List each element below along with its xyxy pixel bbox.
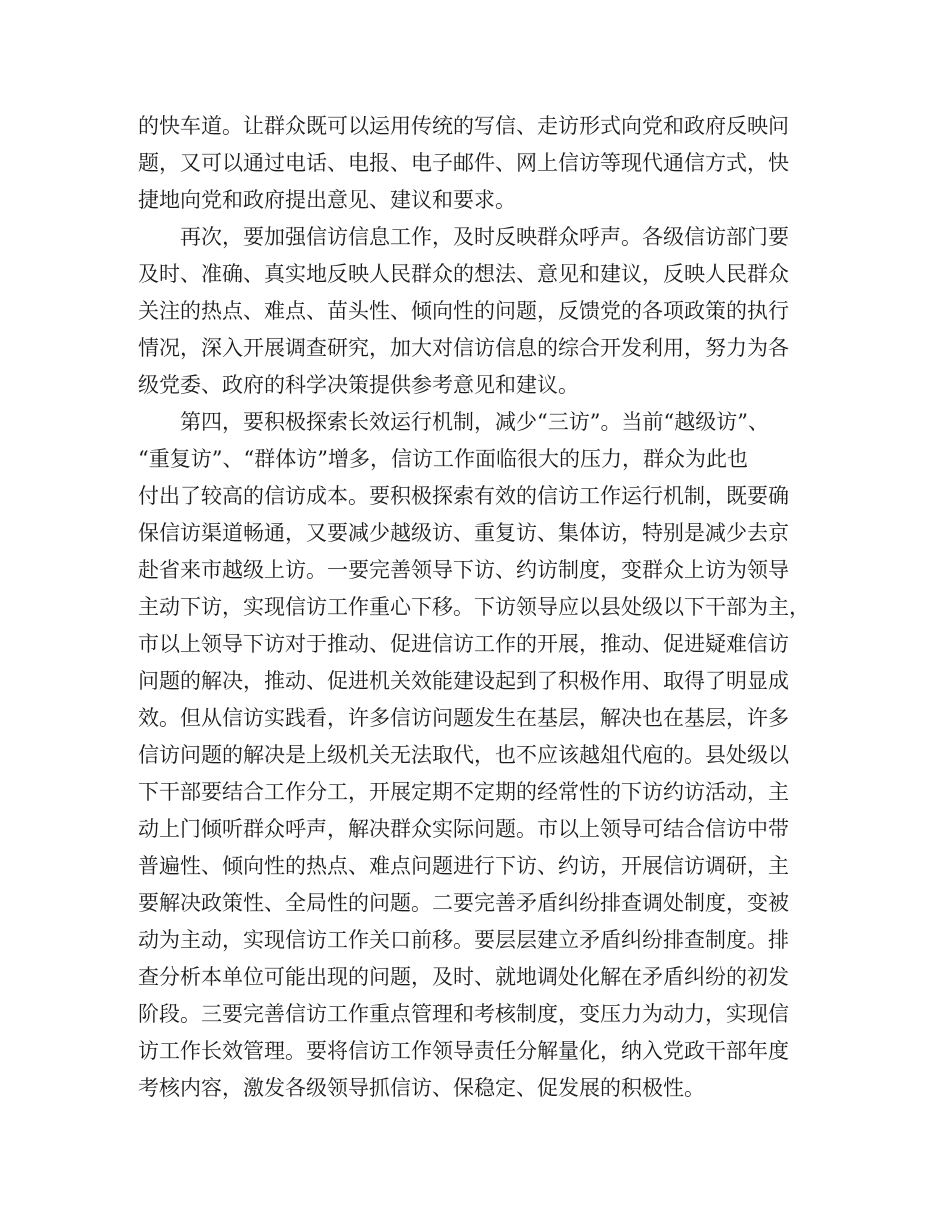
text-line: 效。但从信访实践看，许多信访问题发生在基层，解决也在基层，许多 (138, 706, 789, 730)
text-line: 下干部要结合工作分工，开展定期不定期的经常性的下访约访活动，主 (138, 780, 789, 804)
text-line: 的快车道。让群众既可以运用传统的写信、走访形式向党和政府反映问 (138, 114, 789, 138)
text-line: 信访问题的解决是上级机关无法取代，也不应该越俎代庖的。县处级以 (138, 743, 789, 767)
text-line: 第四，要积极探索长效运行机制，减少“三访”。当前“越级访”、 (138, 410, 769, 434)
text-line: 访工作长效管理。要将信访工作领导责任分解量化，纳入党政干部年度 (138, 1039, 789, 1063)
text-line: “重复访”、“群体访”增多，信访工作面临很大的压力，群众为此也 (138, 447, 748, 471)
text-line: 主动下访，实现信访工作重心下移。下访领导应以县处级以下干部为主， (138, 595, 810, 619)
text-line: 阶段。三要完善信访工作重点管理和考核制度，变压力为动力，实现信 (138, 1002, 789, 1026)
text-line: 市以上领导下访对于推动、促进信访工作的开展，推动、促进疑难信访 (138, 632, 789, 656)
text-line: 级党委、政府的科学决策提供参考意见和建议。 (138, 373, 579, 397)
text-line: 及时、准确、真实地反映人民群众的想法、意见和建议，反映人民群众 (138, 262, 789, 286)
text-line: 普遍性、倾向性的热点、难点问题进行下访、约访，开展信访调研，主 (138, 854, 789, 878)
paragraph (138, 404, 828, 1107)
text-line: 查分析本单位可能出现的问题，及时、就地调处化解在矛盾纠纷的初发 (138, 965, 789, 989)
text-line: 题，又可以通过电话、电报、电子邮件、网上信访等现代通信方式，快 (138, 151, 789, 175)
text-line: 保信访渠道畅通，又要减少越级访、重复访、集体访，特别是减少去京 (138, 521, 789, 545)
text-line: 动为主动，实现信访工作关口前移。要层层建立矛盾纠纷排查制度。排 (138, 928, 789, 952)
text-line: 情况，深入开展调查研究，加大对信访信息的综合开发利用，努力为各 (138, 336, 789, 360)
text-line: 关注的热点、难点、苗头性、倾向性的问题，反馈党的各项政策的执行 (138, 299, 789, 323)
text-line: 捷地向党和政府提出意见、建议和要求。 (138, 188, 516, 212)
body-text (138, 108, 828, 1107)
text-line: 问题的解决，推动、促进机关效能建设起到了积极作用、取得了明显成 (138, 669, 789, 693)
paragraph (138, 219, 828, 404)
text-line: 再次，要加强信访信息工作，及时反映群众呼声。各级信访部门要 (138, 225, 789, 249)
paragraph (138, 108, 828, 219)
text-line: 考核内容，激发各级领导抓信访、保稳定、促发展的积极性。 (138, 1076, 705, 1100)
text-line: 赴省来市越级上访。一要完善领导下访、约访制度，变群众上访为领导 (138, 558, 789, 582)
text-line: 动上门倾听群众呼声，解决群众实际问题。市以上领导可结合信访中带 (138, 817, 789, 841)
text-line: 要解决政策性、全局性的问题。二要完善矛盾纠纷排查调处制度，变被 (138, 891, 789, 915)
text-line: 付出了较高的信访成本。要积极探索有效的信访工作运行机制，既要确 (138, 484, 789, 508)
